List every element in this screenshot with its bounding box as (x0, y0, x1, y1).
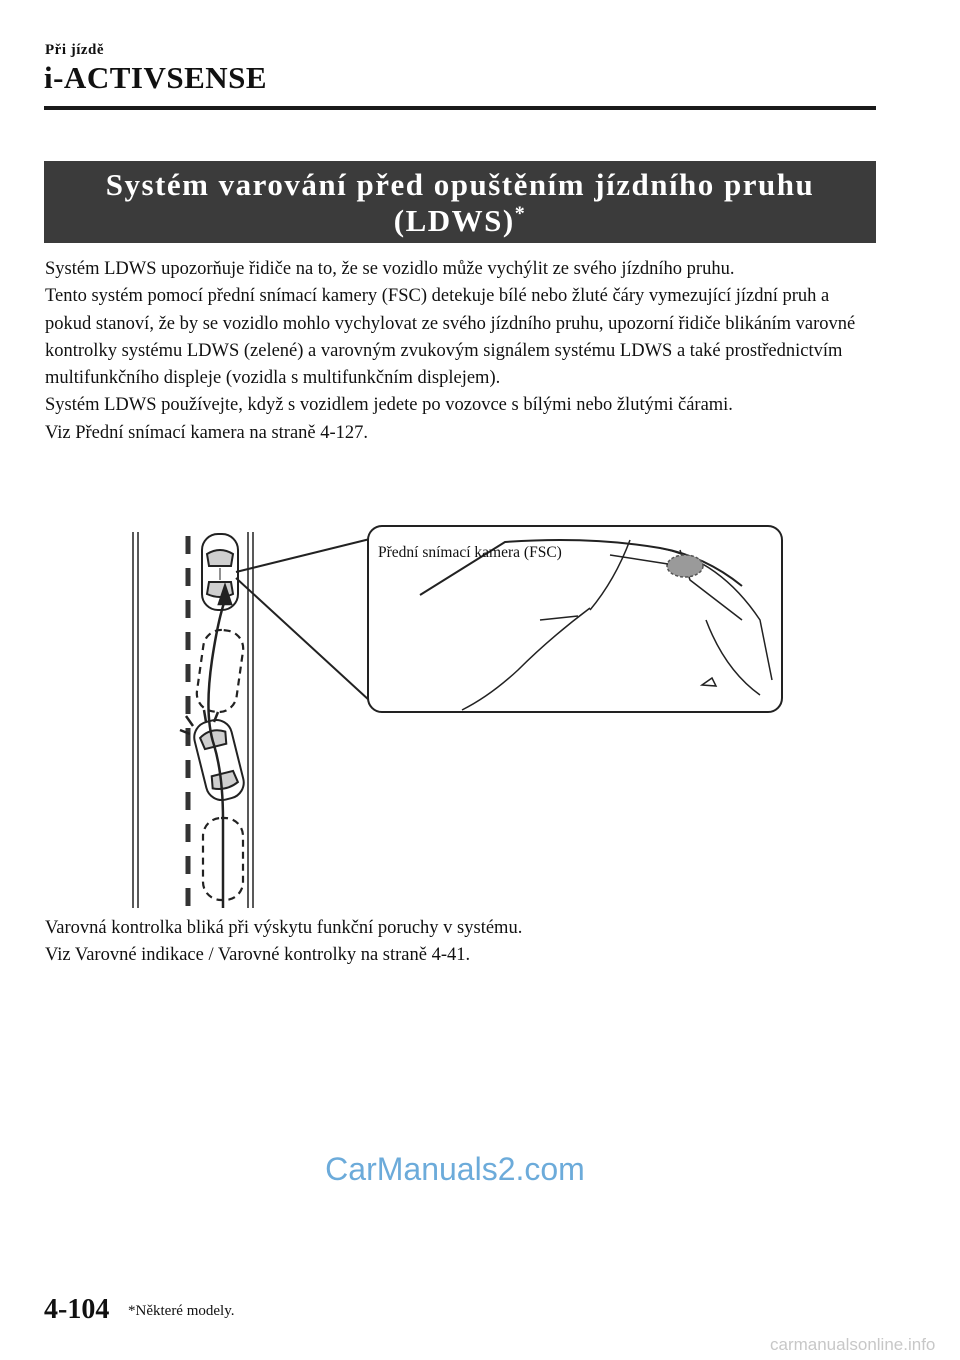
callout-lines (236, 537, 382, 712)
page-number: 4-104 (44, 1294, 110, 1325)
watermark-logo: CarManuals2.com (325, 1151, 585, 1187)
banner-abbrev: (LDWS) (393, 203, 515, 238)
paragraph: Systém LDWS používejte, když s vozidlem jedete po vozovce s bílými nebo žlutými čárami. (45, 395, 733, 416)
body-text (45, 256, 880, 447)
car-ghost (194, 628, 245, 715)
paragraph: Systém LDWS upozorňuje řidiče na to, že se vozidlo může vychýlit ze svého jízdního pruhu. (45, 259, 735, 279)
section-label: Při jízdě (45, 42, 105, 58)
cross-reference: Viz Přední snímací kamera na straně 4-127. (45, 422, 369, 443)
ldws-illustration (120, 520, 790, 912)
banner-title-line2 (44, 203, 876, 239)
site-watermark: carmanualsonline.info (770, 1335, 936, 1354)
paragraph: Varovná kontrolka bliká při výskytu funkční poruchy v systému. (45, 918, 523, 938)
chapter-title: i-ACTIVSENSE (44, 60, 268, 95)
footnote: *Některé modely. (128, 1303, 235, 1319)
section-banner (44, 161, 876, 243)
paragraph: Tento systém pomocí přední snímací kamery (FSC) detekuje bílé nebo žluté čáry vymezující jízdní pruh a pokud stanoví, že by se vozidlo mohlo vychylovat ze svého jízdního pruhu, upozorní řidiče blikáním varovné kontrolky systému LDWS (zelené) a varovným zvukovým signálem systému LDWS a také prostřednictvím multifunkčního displeje (vozidla s multifunkčním displejem). (45, 286, 856, 389)
footnote-marker: * (514, 202, 527, 225)
cross-reference: Viz Varovné indikace / Varovné kontrolky na straně 4-41. (45, 945, 471, 966)
header-rule (44, 106, 876, 110)
banner-title-line1: Systém varování před opuštěním jízdního pruhu (105, 167, 815, 202)
after-figure-text (45, 915, 880, 970)
camera-icon (667, 555, 703, 577)
fsc-callout-label: Přední snímací kamera (FSC) (378, 544, 562, 561)
